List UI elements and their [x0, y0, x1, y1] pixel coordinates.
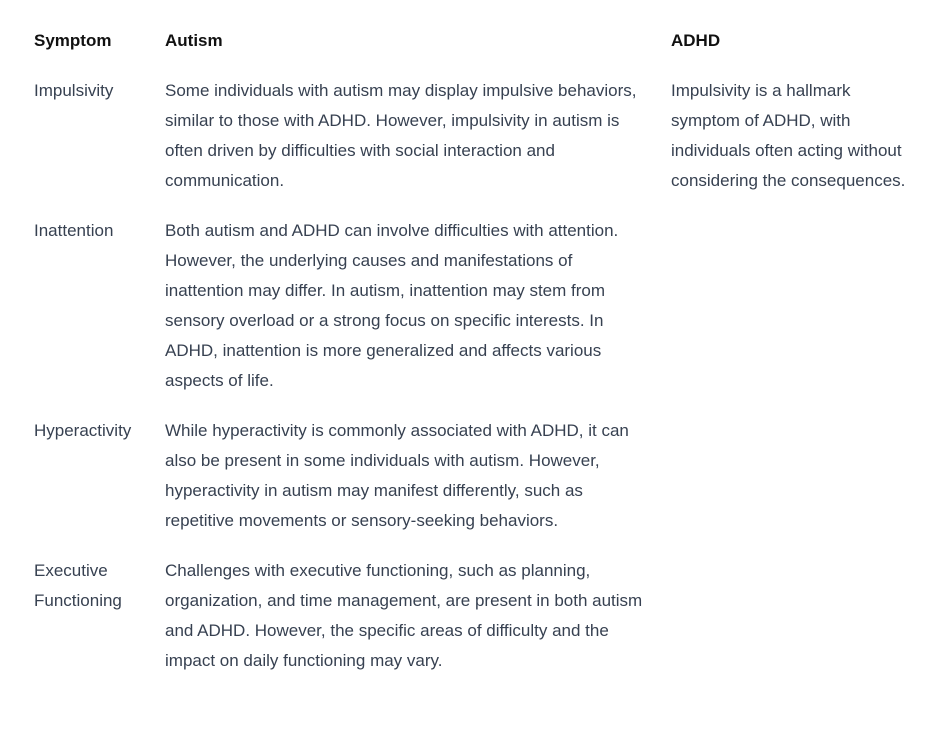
comparison-table [26, 22, 926, 691]
header-autism: Autism [165, 31, 223, 50]
table-row [26, 211, 926, 411]
autism-cell: Some individuals with autism may display impulsive behaviors, similar to those with ADHD. However, impulsivity in autism is often driven by difficulties with social interaction and communication. [165, 81, 637, 190]
adhd-cell [663, 411, 926, 551]
autism-cell: While hyperactivity is commonly associated with ADHD, it can also be present in some individuals with autism. However, hyperactivity in autism may manifest differently, such as repetitive movements or sensory-seeking behaviors. [165, 421, 629, 530]
table-header-row [26, 22, 926, 71]
autism-cell: Both autism and ADHD can involve difficulties with attention. However, the underlying causes and manifestations of inattention may differ. In autism, inattention may stem from sensory overload or a strong focus on specific interests. In ADHD, inattention is more generalized and affects various aspects of life. [165, 221, 619, 390]
adhd-cell [663, 211, 926, 411]
adhd-cell [663, 551, 926, 691]
table-row [26, 551, 926, 691]
symptom-cell: Executive Functioning [34, 561, 122, 610]
symptom-cell: Inattention [34, 221, 114, 240]
table-row [26, 411, 926, 551]
table-row [26, 71, 926, 211]
header-adhd: ADHD [671, 31, 721, 50]
symptom-cell: Impulsivity [34, 81, 114, 100]
autism-cell: Challenges with executive functioning, such as planning, organization, and time management, are present in both autism and ADHD. However, the specific areas of difficulty and the impact on daily functioning may vary. [165, 561, 643, 670]
adhd-cell: Impulsivity is a hallmark symptom of ADHD, with individuals often acting without considering the consequences. [671, 81, 906, 190]
symptom-cell: Hyperactivity [34, 421, 132, 440]
header-symptom: Symptom [34, 31, 112, 50]
